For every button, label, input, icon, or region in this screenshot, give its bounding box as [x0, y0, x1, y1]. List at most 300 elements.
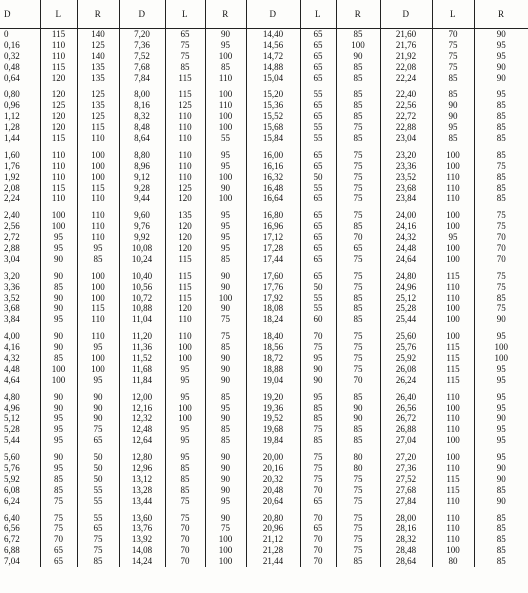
table-cell: 8,32	[119, 111, 165, 122]
table-cell: 110	[77, 221, 119, 232]
table-cell: 10,72	[119, 293, 165, 304]
table-cell: 100	[165, 403, 205, 414]
table-cell: 100	[77, 364, 119, 375]
table-cell: 100	[77, 282, 119, 293]
table-row	[0, 452, 528, 463]
table-cell: 4,48	[0, 364, 40, 375]
table-cell: 24,16	[380, 221, 432, 232]
table-cell: 65	[77, 524, 119, 535]
header-r-2: R	[205, 0, 246, 29]
table-cell: 90	[432, 100, 474, 111]
table-cell: 14,40	[246, 29, 300, 40]
table-cell: 115	[432, 485, 474, 496]
table-cell: 135	[77, 100, 119, 111]
table-cell: 55	[205, 133, 246, 144]
table-cell: 22,08	[380, 62, 432, 73]
table-cell: 65	[300, 62, 336, 73]
table-cell: 85	[300, 414, 336, 425]
table-cell: 23,52	[380, 172, 432, 183]
table-cell: 95	[40, 435, 77, 446]
table-row	[0, 485, 528, 496]
table-cell: 85	[336, 221, 380, 232]
table-cell: 17,60	[246, 271, 300, 282]
table-cell: 100	[432, 254, 474, 265]
table-cell: 90	[496, 61, 506, 72]
table-cell: 75	[496, 270, 506, 281]
table-cell: 65	[300, 150, 336, 161]
table-cell: 26,88	[380, 424, 432, 435]
table-row	[0, 282, 528, 293]
table-cell: 90	[300, 375, 336, 386]
table-cell: 25,76	[380, 342, 432, 353]
table-cell: 75	[165, 51, 205, 62]
table-cell: 3,04	[0, 254, 40, 265]
table-cell: 110	[40, 51, 77, 62]
table-cell: 85	[496, 556, 506, 567]
table-cell: 17,12	[246, 232, 300, 243]
table-cell: 95	[432, 122, 474, 133]
table-cell: 115	[40, 133, 77, 144]
table-cell: 20,64	[246, 496, 300, 507]
table-row	[0, 232, 528, 243]
table-cell: 85	[496, 122, 506, 133]
table-cell: 65	[300, 161, 336, 172]
table-cell: 110	[432, 414, 474, 425]
table-cell: 9,44	[119, 193, 165, 204]
table-cell: 85	[496, 171, 506, 182]
table-cell: 100	[205, 193, 246, 204]
table-cell: 95	[165, 364, 205, 375]
table-cell: 7,68	[119, 62, 165, 73]
table-cell: 110	[432, 534, 474, 545]
table-cell: 17,44	[246, 254, 300, 265]
table-cell: 14,56	[246, 40, 300, 51]
table-cell: 110	[432, 392, 474, 403]
table-row	[0, 375, 528, 386]
table-cell: 11,52	[119, 353, 165, 364]
table-cell: 110	[432, 193, 474, 204]
header-l-3: L	[300, 0, 336, 29]
table-cell: 23,20	[380, 150, 432, 161]
table-cell: 120	[40, 111, 77, 122]
table-cell: 75	[432, 40, 474, 51]
table-cell: 16,64	[246, 193, 300, 204]
table-row	[0, 73, 528, 84]
table-cell: 8,00	[119, 89, 165, 100]
table-cell: 110	[40, 150, 77, 161]
table-cell: 100	[77, 150, 119, 161]
table-cell: 19,20	[246, 392, 300, 403]
header-r-3: R	[336, 0, 380, 29]
table-cell: 95	[496, 374, 506, 385]
table-cell: 120	[165, 232, 205, 243]
table-cell: 55	[300, 89, 336, 100]
table-cell: 115	[77, 183, 119, 194]
table-cell: 28,32	[380, 534, 432, 545]
table-cell: 24,64	[380, 254, 432, 265]
table-cell: 75	[336, 172, 380, 183]
table-cell: 95	[40, 463, 77, 474]
table-cell: 4,80	[0, 392, 40, 403]
table-cell: 70	[165, 545, 205, 556]
table-cell: 70	[432, 29, 474, 40]
table-cell: 90	[205, 282, 246, 293]
table-cell: 100	[77, 172, 119, 183]
table-cell: 85	[205, 62, 246, 73]
table-cell: 50	[77, 452, 119, 463]
header-d-3: D	[246, 0, 300, 29]
table-cell: 14,88	[246, 62, 300, 73]
table-cell: 85	[336, 303, 380, 314]
table-cell: 14,72	[246, 51, 300, 62]
table-cell: 18,72	[246, 353, 300, 364]
table-cell: 110	[165, 122, 205, 133]
table-cell: 9,76	[119, 221, 165, 232]
table-cell: 85	[165, 474, 205, 485]
table-cell: 50	[300, 172, 336, 183]
table-cell: 75	[300, 424, 336, 435]
table-cell: 20,16	[246, 463, 300, 474]
table-cell: 8,48	[119, 122, 165, 133]
table-cell: 80	[432, 556, 474, 567]
table-row	[0, 62, 528, 73]
table-row	[0, 100, 528, 111]
table-cell: 100	[40, 375, 77, 386]
table-cell: 3,84	[0, 314, 40, 325]
table-cell: 75	[336, 474, 380, 485]
table-cell: 13,12	[119, 474, 165, 485]
table-cell: 90	[496, 28, 506, 39]
table-row	[0, 133, 528, 144]
table-cell: 1,12	[0, 111, 40, 122]
table-cell: 12,96	[119, 463, 165, 474]
table-cell: 0,64	[0, 73, 40, 84]
table-cell: 100	[205, 545, 246, 556]
table-cell: 90	[336, 403, 380, 414]
header-d-1: D	[0, 0, 40, 29]
table-cell: 85	[496, 149, 506, 160]
table-cell: 110	[432, 293, 474, 304]
table-cell: 6,24	[0, 496, 40, 507]
table-cell: 25,12	[380, 293, 432, 304]
table-cell: 115	[165, 271, 205, 282]
table-row	[0, 210, 528, 221]
table-cell: 90	[496, 463, 506, 473]
table-cell: 28,16	[380, 524, 432, 535]
table-cell: 26,24	[380, 375, 432, 386]
table-cell: 65	[300, 73, 336, 84]
table-cell: 7,36	[119, 40, 165, 51]
table-cell: 20,00	[246, 452, 300, 463]
table-row	[0, 293, 528, 304]
table-cell: 100	[40, 210, 77, 221]
table-cell: 15,04	[246, 73, 300, 84]
table-cell: 95	[77, 375, 119, 386]
table-cell: 95	[205, 496, 246, 507]
table-row	[0, 254, 528, 265]
table-cell: 16,80	[246, 210, 300, 221]
table-cell: 85	[165, 62, 205, 73]
table-cell: 115	[165, 254, 205, 265]
table-cell: 22,88	[380, 122, 432, 133]
table-cell: 135	[77, 62, 119, 73]
table-cell: 75	[336, 193, 380, 204]
table-cell: 75	[336, 183, 380, 194]
table-cell: 90	[40, 403, 77, 414]
table-cell: 3,20	[0, 271, 40, 282]
table-cell: 18,88	[246, 364, 300, 375]
table-row	[0, 271, 528, 282]
table-cell: 110	[432, 183, 474, 194]
table-cell: 75	[205, 524, 246, 535]
table-cell: 120	[165, 193, 205, 204]
table-cell: 95	[300, 392, 336, 403]
table-cell: 100	[77, 161, 119, 172]
table-cell: 70	[336, 375, 380, 386]
header-d-4: D	[380, 0, 432, 29]
table-row	[0, 89, 528, 100]
table-cell: 8,80	[119, 150, 165, 161]
table-cell: 110	[432, 463, 474, 474]
table-cell: 95	[40, 424, 77, 435]
table-cell: 85	[496, 133, 506, 143]
table-cell: 70	[300, 545, 336, 556]
table-cell: 70	[496, 253, 506, 264]
table-cell: 115	[40, 183, 77, 194]
table-cell: 90	[205, 271, 246, 282]
table-cell: 55	[300, 303, 336, 314]
table-cell: 95	[496, 435, 506, 446]
table-cell: 15,52	[246, 111, 300, 122]
table-cell: 21,28	[246, 545, 300, 556]
header-l-2: L	[165, 0, 205, 29]
table-cell: 12,16	[119, 403, 165, 414]
table-cell: 13,92	[119, 534, 165, 545]
table-cell: 110	[77, 232, 119, 243]
table-cell: 75	[336, 282, 380, 293]
table-cell: 125	[77, 89, 119, 100]
table-cell: 95	[496, 89, 506, 100]
table-cell: 0,96	[0, 100, 40, 111]
table-cell: 19,04	[246, 375, 300, 386]
table-cell: 75	[336, 513, 380, 524]
table-cell: 6,08	[0, 485, 40, 496]
table-cell: 19,68	[246, 424, 300, 435]
table-cell: 95	[496, 391, 506, 402]
table-cell: 75	[432, 62, 474, 73]
table-cell: 7,84	[119, 73, 165, 84]
table-cell: 23,84	[380, 193, 432, 204]
table-cell: 17,28	[246, 243, 300, 254]
table-cell: 18,56	[246, 342, 300, 353]
table-row	[0, 303, 528, 314]
table-cell: 18,24	[246, 314, 300, 325]
table-row	[0, 331, 528, 342]
table-row	[0, 524, 528, 535]
table-cell: 23,04	[380, 133, 432, 144]
table-cell: 95	[496, 363, 506, 374]
table-cell: 100	[205, 293, 246, 304]
table-cell: 85	[496, 512, 506, 523]
table-cell: 26,08	[380, 364, 432, 375]
table-cell: 100	[494, 342, 508, 353]
table-cell: 65	[336, 243, 380, 254]
table-cell: 75	[336, 254, 380, 265]
table-cell: 10,08	[119, 243, 165, 254]
table-cell: 100	[205, 89, 246, 100]
table-cell: 11,20	[119, 331, 165, 342]
table-cell: 115	[432, 353, 474, 364]
table-cell: 75	[336, 524, 380, 535]
table-cell: 90	[205, 485, 246, 496]
table-cell: 15,20	[246, 89, 300, 100]
table-cell: 50	[77, 474, 119, 485]
table-cell: 12,48	[119, 424, 165, 435]
table-cell: 50	[77, 463, 119, 474]
table-cell: 85	[336, 62, 380, 73]
table-cell: 115	[77, 303, 119, 314]
table-cell: 11,84	[119, 375, 165, 386]
table-cell: 115	[432, 271, 474, 282]
table-cell: 90	[205, 353, 246, 364]
table-cell: 100	[77, 353, 119, 364]
table-cell: 55	[300, 122, 336, 133]
table-cell: 17,92	[246, 293, 300, 304]
table-cell: 85	[205, 342, 246, 353]
table-cell: 95	[77, 342, 119, 353]
table-cell: 90	[205, 364, 246, 375]
table-cell: 17,76	[246, 282, 300, 293]
table-cell: 70	[496, 232, 506, 243]
table-cell: 95	[205, 40, 246, 51]
table-row	[0, 150, 528, 161]
table-cell: 85	[77, 254, 119, 265]
table-cell: 7,04	[0, 556, 40, 567]
table-cell: 100	[432, 545, 474, 556]
table-cell: 16,16	[246, 161, 300, 172]
table-cell: 50	[300, 282, 336, 293]
table-row	[0, 534, 528, 545]
table-cell: 90	[77, 403, 119, 414]
table-cell: 14,24	[119, 556, 165, 567]
table-cell: 70	[300, 556, 336, 567]
table-cell: 90	[40, 392, 77, 403]
header-l-1: L	[40, 0, 77, 29]
table-cell: 110	[432, 282, 474, 293]
table-cell: 90	[205, 183, 246, 194]
table-cell: 25,44	[380, 314, 432, 325]
table-cell: 75	[40, 496, 77, 507]
table-cell: 5,92	[0, 474, 40, 485]
table-cell: 65	[40, 556, 77, 567]
table-cell: 100	[165, 414, 205, 425]
table-cell: 115	[165, 73, 205, 84]
table-cell: 11,36	[119, 342, 165, 353]
table-cell: 55	[300, 293, 336, 304]
table-cell: 100	[205, 51, 246, 62]
table-cell: 65	[300, 271, 336, 282]
table-cell: 85	[496, 534, 506, 545]
table-cell: 22,56	[380, 100, 432, 111]
table-cell: 75	[336, 210, 380, 221]
table-body	[0, 29, 528, 568]
table-cell: 0,16	[0, 40, 40, 51]
table-cell: 75	[336, 364, 380, 375]
table-cell: 19,36	[246, 403, 300, 414]
table-cell: 26,40	[380, 392, 432, 403]
table-cell: 85	[496, 484, 506, 495]
table-cell: 110	[77, 193, 119, 204]
table-cell: 75	[300, 463, 336, 474]
table-cell: 0	[0, 29, 40, 40]
table-cell: 125	[77, 111, 119, 122]
table-cell: 95	[77, 243, 119, 254]
table-cell: 85	[432, 133, 474, 144]
table-cell: 100	[40, 364, 77, 375]
table-cell: 95	[40, 243, 77, 254]
table-cell: 100	[432, 161, 474, 172]
table-cell: 13,28	[119, 485, 165, 496]
table-cell: 3,36	[0, 282, 40, 293]
table-cell: 100	[432, 314, 474, 325]
table-cell: 85	[432, 89, 474, 100]
table-cell: 8,16	[119, 100, 165, 111]
table-cell: 95	[496, 50, 506, 61]
table-cell: 90	[336, 414, 380, 425]
table-cell: 100	[205, 122, 246, 133]
table-cell: 95	[496, 331, 506, 342]
table-cell: 135	[165, 210, 205, 221]
table-cell: 120	[40, 122, 77, 133]
table-cell: 100	[432, 452, 474, 463]
table-cell: 5,76	[0, 463, 40, 474]
table-cell: 65	[300, 524, 336, 535]
table-cell: 95	[165, 452, 205, 463]
table-cell: 90	[300, 364, 336, 375]
table-cell: 70	[165, 534, 205, 545]
table-cell: 27,68	[380, 485, 432, 496]
table-cell: 4,32	[0, 353, 40, 364]
table-cell: 100	[432, 303, 474, 314]
table-cell: 75	[496, 281, 506, 292]
table-cell: 90	[496, 72, 506, 83]
table-cell: 115	[40, 29, 77, 40]
table-row	[0, 193, 528, 204]
table-cell: 90	[205, 452, 246, 463]
table-row	[0, 556, 528, 567]
table-cell: 24,32	[380, 232, 432, 243]
table-cell: 100	[205, 534, 246, 545]
table-cell: 55	[77, 513, 119, 524]
table-cell: 1,28	[0, 122, 40, 133]
table-row	[0, 221, 528, 232]
table-cell: 115	[432, 364, 474, 375]
table-cell: 110	[40, 172, 77, 183]
table-cell: 75	[336, 331, 380, 342]
table-cell: 1,76	[0, 161, 40, 172]
table-cell: 65	[40, 545, 77, 556]
table-cell: 27,36	[380, 463, 432, 474]
table-cell: 140	[77, 29, 119, 40]
table-cell: 85	[496, 111, 506, 122]
table-cell: 90	[40, 293, 77, 304]
table-cell: 100	[432, 331, 474, 342]
table-cell: 2,40	[0, 210, 40, 221]
table-cell: 27,20	[380, 452, 432, 463]
table-cell: 120	[40, 89, 77, 100]
table-cell: 95	[165, 424, 205, 435]
table-cell: 75	[432, 51, 474, 62]
